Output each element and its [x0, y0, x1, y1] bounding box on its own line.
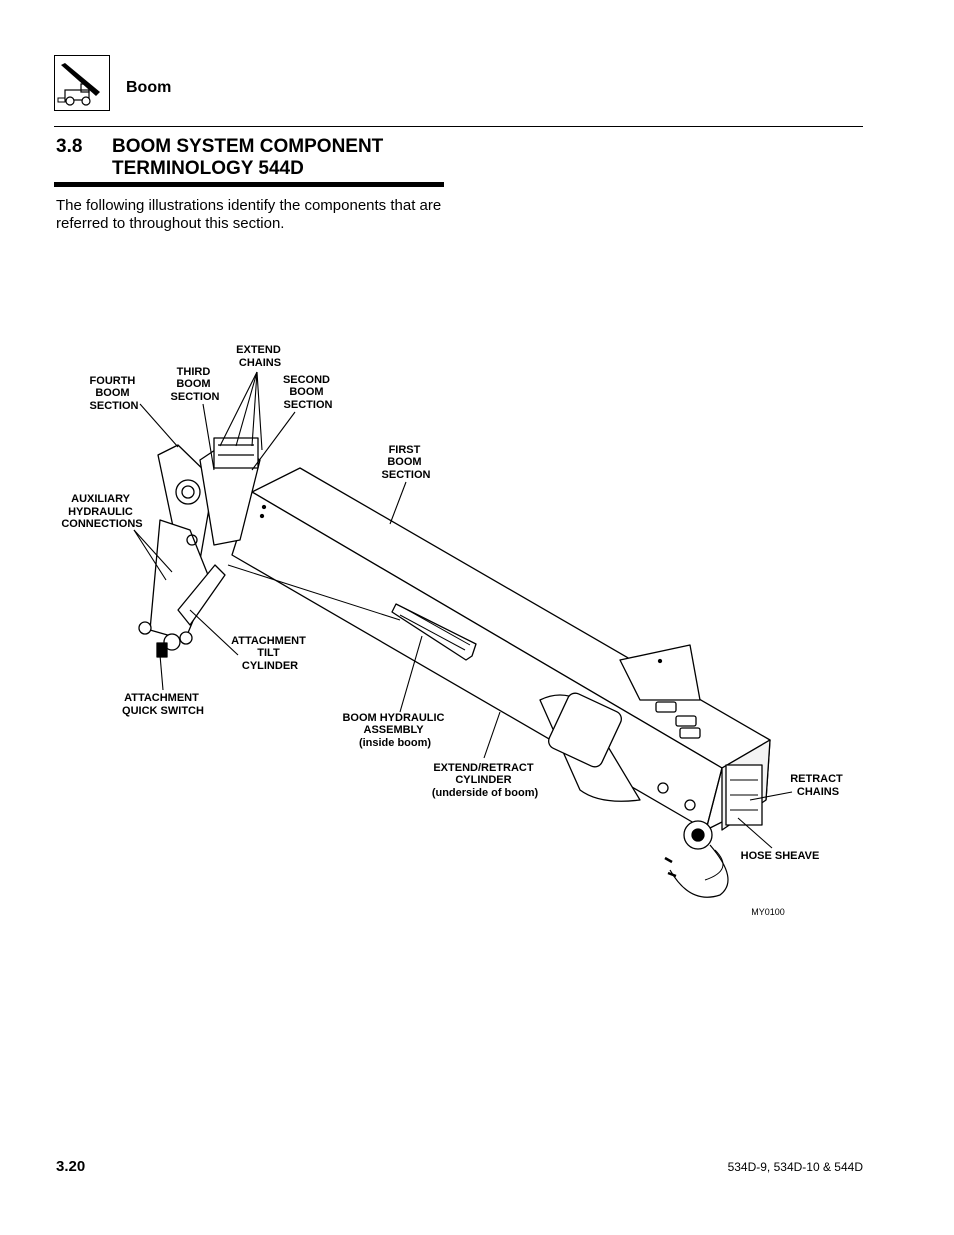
page-number: 3.20 [56, 1158, 86, 1175]
label-retract-chains: RETRACT CHAINS [790, 773, 843, 798]
figure-id: MY0100 [751, 907, 785, 917]
label-fourth-boom-section: FOURTH BOOM SECTION [89, 375, 139, 412]
label-attachment-quick-switch: ATTACHMENT QUICK SWITCH [122, 692, 204, 717]
label-boom-hydraulic-assembly: BOOM HYDRAULIC ASSEMBLY (inside boom) [342, 712, 445, 749]
model-list: 534D-9, 534D-10 & 544D [727, 1160, 863, 1174]
section-number: 3.8 [56, 136, 83, 157]
label-extend-chains: EXTEND CHAINS [236, 344, 282, 369]
label-hose-sheave: HOSE SHEAVE [740, 850, 820, 862]
chapter-title: Boom [126, 79, 172, 96]
section-title: BOOM SYSTEM COMPONENT TERMINOLOGY 544D [112, 136, 384, 179]
boom-drawing [139, 438, 770, 897]
label-extend-retract-cylinder: EXTEND/RETRACT CYLINDER (underside of boom) [431, 762, 539, 799]
label-attachment-tilt-cylinder: ATTACHMENT TILT CYLINDER [231, 635, 306, 672]
label-second-boom-section: SECOND BOOM SECTION [282, 374, 333, 411]
intro-paragraph: The following illustrations identify the components that are referred to throughout this section. [56, 197, 442, 232]
label-auxiliary-hydraulic-connections: AUXILIARY HYDRAULIC CONNECTIONS [61, 493, 143, 530]
label-third-boom-section: THIRD BOOM SECTION [170, 366, 220, 403]
label-first-boom-section: FIRST BOOM SECTION [381, 444, 431, 481]
